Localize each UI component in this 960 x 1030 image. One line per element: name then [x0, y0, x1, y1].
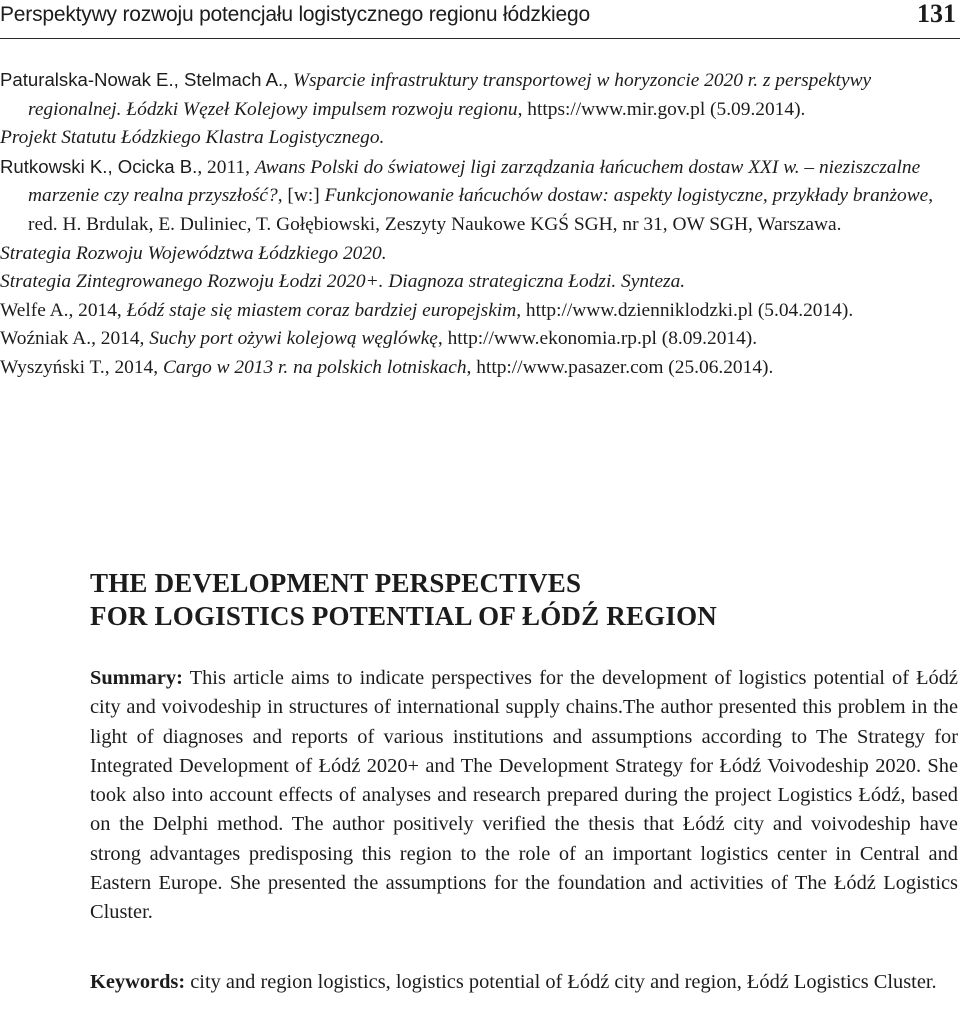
summary-label: Summary: — [90, 667, 183, 689]
reference-separator: , 2011, — [197, 156, 255, 178]
summary-paragraph — [90, 664, 958, 928]
running-title: Perspektywy rozwoju potencjału logistycznego regionu łódzkiego — [0, 3, 590, 26]
reference-title: Strategia Rozwoju Województwa Łódzkiego 2020. — [0, 242, 387, 264]
reference-author: Welfe A. — [0, 299, 69, 321]
reference-title: Suchy port ożywi kolejową węglówkę — [149, 328, 438, 350]
reference-title: Awans Polski do światowej ligi zarządzania łańcuchem dostaw XXI w. – nieziszczalne marzenie czy realna przyszłość? — [28, 156, 921, 207]
reference-details: , https://www.mir.gov.pl (5.09.2014). — [517, 98, 806, 120]
reference-author: Woźniak A. — [0, 328, 92, 350]
reference-in: , [w:] — [277, 185, 325, 207]
reference-item — [0, 325, 960, 354]
reference-item — [0, 268, 960, 297]
reference-list — [0, 66, 960, 383]
reference-author: Rutkowski K., Ocicka B. — [0, 155, 198, 177]
reference-title: Projekt Statutu Łódzkiego Klastra Logistycznego. — [0, 127, 385, 149]
article-title-line-1: THE DEVELOPMENT PERSPECTIVES — [90, 568, 582, 598]
reference-item — [0, 124, 960, 153]
reference-details: , http://www.pasazer.com (25.06.2014). — [466, 356, 774, 378]
reference-details: , http://www.dzienniklodzki.pl (5.04.2014). — [516, 299, 854, 321]
page-header — [0, 0, 960, 39]
reference-item — [0, 354, 960, 383]
reference-details: , http://www.ekonomia.rp.pl (8.09.2014). — [437, 328, 758, 350]
article-title-line-2: FOR LOGISTICS POTENTIAL OF ŁÓDŹ REGION — [90, 601, 717, 631]
reference-title: Strategia Zintegrowanego Rozwoju Łodzi 2020+. Diagnoza strategiczna Łodzi. Synteza. — [0, 271, 686, 293]
reference-separator: , 2014, — [104, 356, 163, 378]
reference-details: , red. H. Brdulak, E. Duliniec, T. Gołębiowski, Zeszyty Naukowe KGŚ SGH, nr 31, OW SGH, Warszawa. — [28, 185, 934, 235]
reference-separator: , — [283, 70, 293, 91]
article-title — [90, 567, 950, 633]
reference-separator: , 2014, — [68, 299, 127, 321]
keywords-paragraph — [90, 968, 958, 997]
reference-author: Paturalska-Nowak E., Stelmach A. — [0, 69, 284, 90]
reference-separator: , 2014, — [91, 328, 150, 350]
reference-title: Wsparcie infrastruktury transportowej w horyzoncie 2020 r. z perspektywy regionalnej. Łódzki Węzeł Kolejowy impulsem rozwoju regionu — [28, 70, 872, 120]
reference-item — [0, 297, 960, 326]
keywords-text: city and region logistics, logistics potential of Łódź city and region, Łódź Logistics Cluster. — [185, 971, 937, 993]
reference-item — [0, 66, 960, 124]
page-number: 131 — [917, 0, 956, 28]
summary-text: This article aims to indicate perspectives for the development of logistics potential of Łódź city and voivodeship in structures of international supply chains.The author presented this problem in the light of diagnoses and reports of various institutions and assumptions according to The Strategy for Integrated Development of Łódź 2020+ and The Development Strategy for Łódź Voivodeship 2020. She took also into account effects of analyses and research prepared during the project Logistics Łódź, based on the Delphi method. The author positively verified the thesis that Łódź city and voivodeship have strong advantages predisposing this region to the role of an important logistics center in Central and Eastern Europe. She presented the assumptions for the foundation and activities of The Łódź Logistics Cluster. — [90, 667, 958, 924]
keywords-label: Keywords: — [90, 971, 186, 993]
reference-title: Cargo w 2013 r. na polskich lotniskach — [162, 356, 467, 378]
reference-item — [0, 240, 960, 269]
reference-book-title: Funkcjonowanie łańcuchów dostaw: aspekty logistyczne, przykłady branżowe — [324, 185, 929, 207]
reference-item — [0, 153, 960, 240]
reference-author: Wyszyński T. — [0, 356, 105, 378]
reference-title: Łódź staje się miastem coraz bardziej europejskim — [126, 299, 517, 321]
